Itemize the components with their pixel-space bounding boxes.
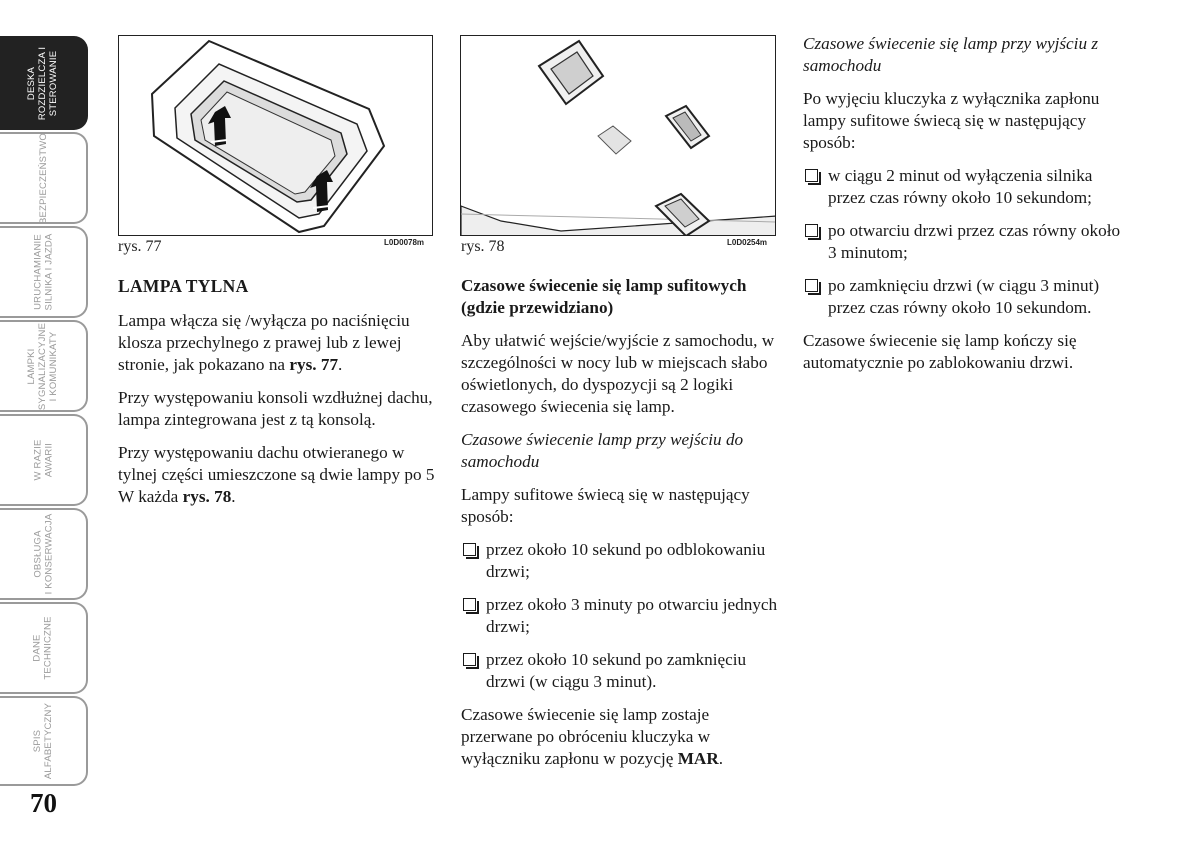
checkbox-bullet-icon: [463, 653, 476, 666]
figure-78-code: L0D0254m: [727, 238, 768, 247]
paragraph: Przy występowaniu dachu otwieranego w tylnej części umieszczone są dwie lampy po 5 W każda rys. 78.: [118, 443, 435, 506]
section-heading: LAMPA TYLNA: [118, 276, 249, 296]
list-item: przez około 3 minuty po otwarciu jednych drzwi;: [461, 594, 779, 638]
figure-77-rear-lamp: [118, 35, 433, 236]
tab-label: W RAZIE AWARII: [31, 439, 54, 481]
section-heading: Czasowe świecenie się lamp sufitowych (gdzie przewidziano): [461, 276, 747, 317]
figure-78-roof-lamps: [460, 35, 776, 236]
rear-lamp-illustration: [119, 36, 433, 236]
checkbox-bullet-icon: [805, 224, 818, 237]
list-item: po otwarciu drzwi przez czas równy około 3 minutom;: [803, 220, 1121, 264]
tab-label: BEZPIECZEŃSTWO: [37, 132, 49, 224]
figure-78-caption: rys. 78: [461, 238, 505, 255]
figure-reference: rys. 78: [182, 487, 232, 506]
paragraph: Czasowe świecenie się lamp zostaje przerwane po obróceniu kluczyka w wyłączniku zapłonu w pozycję MAR.: [461, 705, 724, 768]
list-item: po zamknięciu drzwi (w ciągu 3 minut) przez czas równy około 10 sekundom.: [803, 275, 1121, 319]
position-reference: MAR: [677, 749, 719, 768]
list-item: przez około 10 sekund po odblokowaniu drzwi;: [461, 539, 779, 583]
tab-uruchamianie[interactable]: [0, 226, 88, 318]
list-item: przez około 10 sekund po zamknięciu drzwi (w ciągu 3 minut).: [461, 649, 779, 693]
column-3: [803, 33, 1121, 385]
column-1: [118, 275, 436, 519]
tab-label: OBSŁUGA I KONSERWACJA: [31, 513, 54, 595]
column-2: [461, 275, 779, 781]
tab-spis-alfabetyczny[interactable]: [0, 696, 88, 786]
subheading: Czasowe świecenie lamp przy wejściu do samochodu: [461, 430, 744, 471]
tab-deska-rozdzielcza[interactable]: [0, 36, 88, 130]
paragraph: Czasowe świecenie się lamp kończy się automatycznie po zablokowaniu drzwi.: [803, 331, 1077, 372]
tab-label: LAMPKI SYGNALIZACYJNE I KOMUNIKATY: [26, 322, 60, 410]
paragraph: Lampy sufitowe świecą się w następujący sposób:: [461, 485, 750, 526]
list-item: w ciągu 2 minut od wyłączenia silnika przez czas równy około 10 sekundom;: [803, 165, 1121, 209]
tab-label: DESKA ROZDZIELCZA I STEROWANIE: [26, 46, 60, 120]
tab-w-razie-awarii[interactable]: [0, 414, 88, 506]
paragraph: Przy występowaniu konsoli wzdłużnej dachu, lampa zintegrowana jest z tą konsolą.: [118, 388, 433, 429]
tab-bezpieczenstwo[interactable]: [0, 132, 88, 224]
figure-77-code: L0D0078m: [384, 238, 425, 247]
tab-dane-techniczne[interactable]: [0, 602, 88, 694]
checkbox-bullet-icon: [805, 279, 818, 292]
page-number: 70: [30, 788, 57, 818]
figure-77-caption: rys. 77: [118, 238, 162, 255]
tab-lampki[interactable]: [0, 320, 88, 412]
figure-reference: rys. 77: [289, 355, 339, 374]
paragraph: Lampa włącza się /wyłącza po naciśnięciu klosza przechylnego z prawej lub z lewej stronie, jak pokazano na rys. 77.: [118, 311, 410, 374]
paragraph: Po wyjęciu kluczyka z wyłącznika zapłonu lampy sufitowe świecą się w następujący sposób:: [803, 89, 1100, 152]
tab-label: SPIS ALFABETYCZNY: [32, 702, 54, 780]
checkbox-bullet-icon: [463, 598, 476, 611]
roof-lamps-illustration: [461, 36, 776, 236]
tab-label: URUCHAMIANIE SILNIKA I JAZDA: [31, 233, 54, 311]
tab-label: DANE TECHNICZNE: [31, 616, 54, 680]
checkbox-bullet-icon: [463, 543, 476, 556]
paragraph: Aby ułatwić wejście/wyjście z samochodu, w szczególności w nocy lub w miejscach słabo oświetlonych, do dyspozycji są 2 logiki czasowego świecenia się lamp.: [461, 331, 775, 416]
checkbox-bullet-icon: [805, 169, 818, 182]
subheading: Czasowe świecenie się lamp przy wyjściu z samochodu: [803, 34, 1099, 75]
tab-obsluga[interactable]: [0, 508, 88, 600]
